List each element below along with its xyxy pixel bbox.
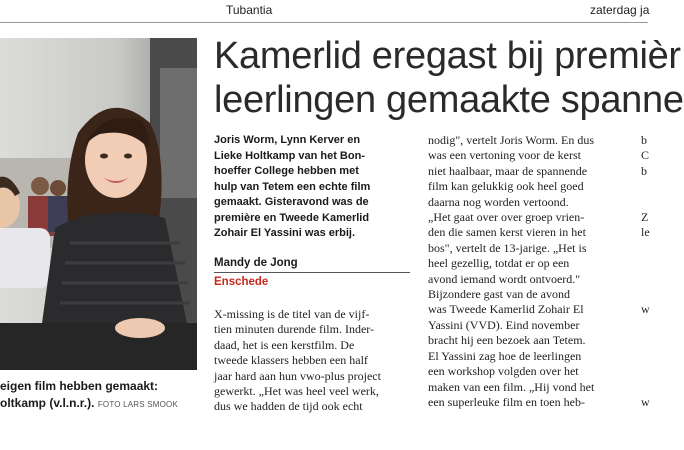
intro-line: Joris Worm, Lynn Kerver en [214,134,361,146]
body-line [641,272,650,287]
caption-line: eigen film hebben gemaakt: [0,379,159,393]
body-line: Yassini (VVD). Eind november [428,317,580,332]
body-line: X-missing is de titel van de vijf- [214,307,370,321]
body-column-3 [641,133,650,410]
body-line: w [641,302,650,317]
body-line: bracht hij een bezoek aan Tetem. [428,333,586,348]
body-line: „Het gaat over over groep vrien- [428,210,585,225]
body-line [641,287,650,302]
body-line: was een vertoning voor de kerst [428,148,581,163]
body-line: heel gezellig, totdat er op een [428,256,570,271]
intro-line: première en Tweede Kamerlid [214,211,370,224]
headline [214,34,684,122]
intro-line: Lieke Holtkamp van het Bon- [214,149,365,162]
body-line: een workshop volgden over het [428,364,579,379]
photo-credit: FOTO LARS SMOOK [97,400,179,409]
body-line [641,380,650,395]
body-line: een superleuke film en toen heb- [428,394,585,409]
article-photo [0,38,197,370]
body-line: b [641,133,647,147]
body-line: gewerkt. „Het was heel veel werk, [214,384,379,399]
author-name: Mandy de Jong [214,257,298,269]
intro-line: Zohair El Yassini was erbij. [214,227,356,239]
body-line: daad, het is een kerstfilm. De [214,337,355,352]
body-line [641,179,650,194]
intro-line: hulp van Tetem een echte film [214,180,371,193]
headline-line: leerlingen gemaakte spanne [214,79,684,121]
intro-line: hoeffer College hebben met [214,165,359,177]
intro-paragraph [214,133,414,242]
caption-text: oltkamp (v.l.n.r.). [0,396,95,410]
body-line: b [641,163,647,178]
body-line: tien minuten durende film. Inder- [214,322,375,337]
byline-divider [214,272,410,273]
headline-line: Kamerlid eregast bij premièr [214,35,681,77]
body-line: daarna nog worden vertoond. [428,194,569,209]
body-column-1 [214,307,381,415]
body-line [641,195,650,210]
dateline-city: Enschede [214,276,269,288]
body-line: was Tweede Kamerlid Zohair El [428,302,584,317]
issue-date: zaterdag ja [590,3,650,17]
body-line: film kan gelukkig ook heel goed [428,179,584,194]
body-line: El Yassini zag hoe de leerlingen [428,348,582,363]
photo-illustration [0,38,197,370]
body-line [641,333,650,348]
body-line: le [641,225,650,240]
body-line: tweede klassers hebben een half [214,353,368,368]
body-line: niet haalbaar, maar de spannende [428,163,588,178]
caption-line [0,395,200,413]
body-line: avond iemand wordt ontvoerd." [428,271,581,286]
body-line: Bijzondere gast van de avond [428,287,570,302]
intro-line: gemaakt. Gisteravond was de [214,196,369,208]
body-line: bos", vertelt de 13-jarige. „Het is [428,240,587,255]
body-line: den die samen kerst vieren in het [428,225,586,240]
body-line [641,364,650,379]
photo-caption [0,378,200,413]
newspaper-header [0,0,648,23]
body-line: maken van een film. „Hij vond het [428,379,595,394]
body-line: nodig", vertelt Joris Worm. En dus [428,133,595,147]
body-line: Z [641,210,649,225]
body-line: C [641,148,650,163]
body-line [641,318,650,333]
body-line: w [641,394,650,409]
body-column-2 [428,133,594,410]
body-line [641,256,650,271]
body-line [641,241,650,256]
body-line [641,349,650,364]
body-line: jaar hard aan hun vwo-plus project [214,368,381,383]
publication-name: Tubantia [226,3,273,17]
body-line: dus we hadden de tijd ook echt [214,399,363,414]
